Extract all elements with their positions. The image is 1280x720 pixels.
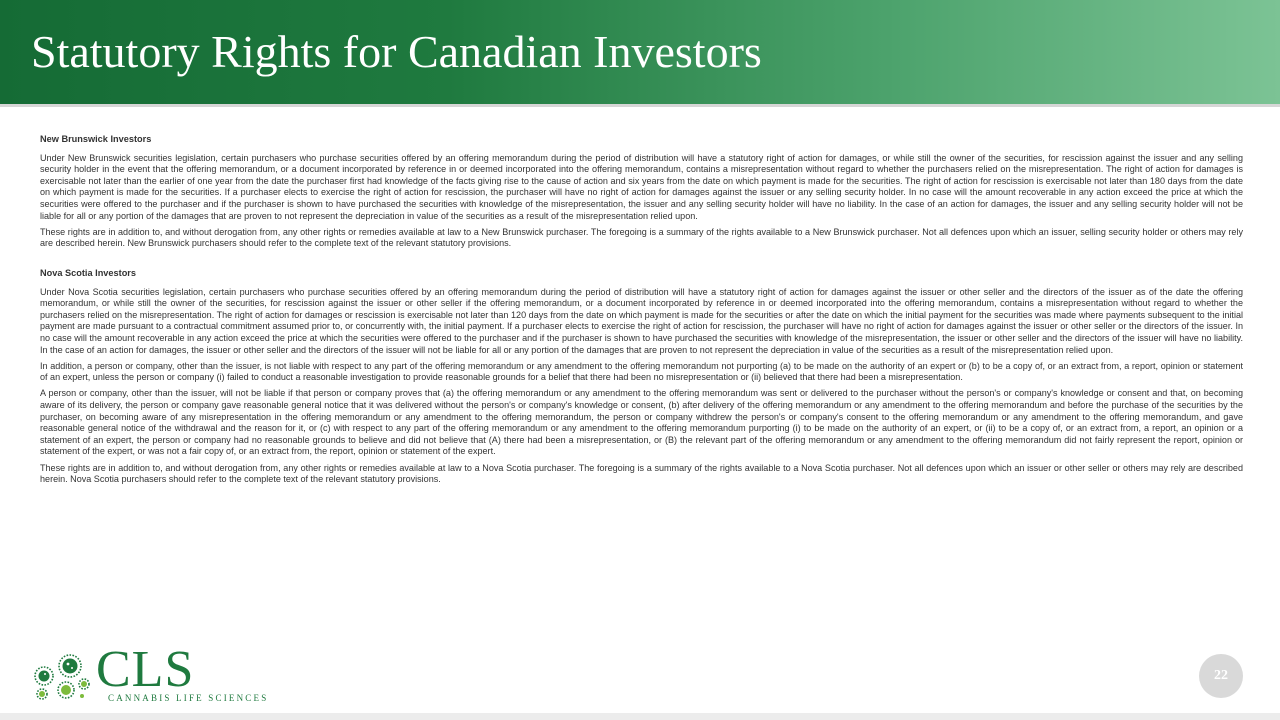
nova-scotia-paragraph-4: These rights are in addition to, and without derogation from, any other rights or remedies available at law to a Nova Scotia purchaser. The foregoing is a summary of the rights available to a Nova Scotia purchaser. Not all defences upon which an issuer or other seller or others may rely are described herein. Nova Scotia purchasers should refer to the complete text of the relevant statutory provisions. [40, 462, 1243, 485]
company-logo [30, 641, 269, 706]
new-brunswick-paragraph-1: Under New Brunswick securities legislation, certain purchasers who purchase securities offered by an offering memorandum during the period of distribution will have a statutory right of action for damages, or while still the owner of the securities, for rescission against the issuer and any selling security holder in the event that the offering memorandum, or a document incorporated by reference in or deemed incorporated into the offering memorandum, contains a misrepresentation without regard to whether the purchasers relied on the misrepresentation. The right of action for damages is exercisable not later than the earlier of one year from the date the purchaser first had knowledge of the facts giving rise to the cause of action and six years from the date on which payment is made for the securities. The right of action for rescission is exercisable not later than 180 days from the date on which payment is made for the securities. If a purchaser elects to exercise the right of action for rescission, the purchaser will have no right of action for damages against the issuer or any selling security holder. In no case will the amount recoverable in any action exceed the price at which the securities were offered to the purchaser and if the purchaser is shown to have purchased the securities with knowledge of the misrepresentation, the issuer and any selling security holder will have no liability. In the case of an action for damages, the issuer and any selling security holder will not be liable for all or any portion of the damages that are proven to not represent the depreciation in value of the securities as a result of the misrepresentation relied upon. [40, 152, 1243, 221]
footer-bar [0, 713, 1280, 720]
logo-tagline: CANNABIS LIFE SCIENCES [108, 693, 269, 703]
cell-cluster-icon [30, 652, 92, 702]
page-number-badge: 22 [1199, 654, 1243, 698]
logo-wordmark: CLS [96, 641, 195, 698]
new-brunswick-section [40, 134, 1243, 250]
new-brunswick-paragraph-2: These rights are in addition to, and without derogation from, any other rights or remedies available at law to a New Brunswick purchaser. The foregoing is a summary of the rights available to a New Brunswick purchaser. Not all defences upon which an issuer, selling security holder or others may rely are described herein. New Brunswick purchasers should refer to the complete text of the relevant statutory provisions. [40, 226, 1243, 249]
nova-scotia-heading: Nova Scotia Investors [40, 267, 136, 278]
slide-title: Statutory Rights for Canadian Investors [31, 26, 762, 77]
title-divider [0, 104, 1280, 107]
nova-scotia-paragraph-1: Under Nova Scotia securities legislation, certain purchasers who purchase securities offered by an offering memorandum during the period of distribution will have a statutory right of action for damages against the issuer or other seller and the directors of the issuer as of the date the offering memorandum, or while still the owner of the securities, for rescission against the issuer or other seller if the offering memorandum, or a document incorporated by reference in or deemed incorporated into the offering memorandum, contains a misrepresentation without regard to whether the purchasers relied on the misrepresentation. The right of action for damages or rescission is exercisable not later than 120 days from the date on which payment is made for the securities or after the date on which the initial payment for the securities was made where payments subsequent to the initial payment are made pursuant to a contractual commitment assumed prior to, or concurrently with, the initial payment. If a purchaser elects to exercise the right of action for rescission, the purchaser will have no right of action for damages against the issuer or other seller or the directors of the issuer. In no case will the amount recoverable in any action exceed the price at which the securities were offered to the purchaser and if the purchaser is shown to have purchased the securities with knowledge of the misrepresentation, the issuer or other seller and the directors of the issuer will have no liability. In the case of an action for damages, the issuer or other seller and the directors of the issuer will not be liable for all or any portion of the damages that are proven to not represent the depreciation in value of the securities as a result of the misrepresentation relied upon. [40, 286, 1243, 355]
new-brunswick-heading: New Brunswick Investors [40, 134, 152, 144]
slide-body [40, 134, 1243, 490]
nova-scotia-paragraph-2: In addition, a person or company, other than the issuer, is not liable with respect to any part of the offering memorandum or any amendment to the offering memorandum not purporting (a) to be made on the authority of an expert or (b) to be a copy of, or an extract from, a report, opinion or statement of an expert, unless the person or company (i) failed to conduct a reasonable investigation to provide reasonable grounds for a belief that there had been no misrepresentation or (ii) believed that there had been a misrepresentation. [40, 360, 1243, 383]
nova-scotia-paragraph-3: A person or company, other than the issuer, will not be liable if that person or company proves that (a) the offering memorandum or any amendment to the offering memorandum was sent or delivered to the purchaser without the person's or company's knowledge or consent and that, on becoming aware of its delivery, the person or company gave reasonable general notice that it was delivered without the person's or company's knowledge or consent, (b) after delivery of the offering memorandum or any amendment to the offering memorandum and before the purchase of the securities by the purchaser, on becoming aware of any misrepresentation in the offering memorandum or any amendment to the offering memorandum, the person or company withdrew the person's or company's consent to the offering memorandum or any amendment to the offering memorandum, and gave reasonable general notice of the withdrawal and the reason for it, or (c) with respect to any part of the offering memorandum or any amendment to the offering memorandum purporting (i) to be made on the authority of an expert, or (ii) to be a copy of, or an extract from, a report, an opinion or a statement of an expert, the person or company had no reasonable grounds to believe and did not believe that (A) there had been a misrepresentation, or (B) the relevant part of the offering memorandum or any amendment to the offering memorandum did not fairly represent the report, opinion or statement of the expert, or was not a fair copy of, or an extract from, the report, opinion or statement of the expert. [40, 388, 1243, 457]
title-bar [0, 0, 1280, 104]
nova-scotia-section [40, 268, 1243, 486]
